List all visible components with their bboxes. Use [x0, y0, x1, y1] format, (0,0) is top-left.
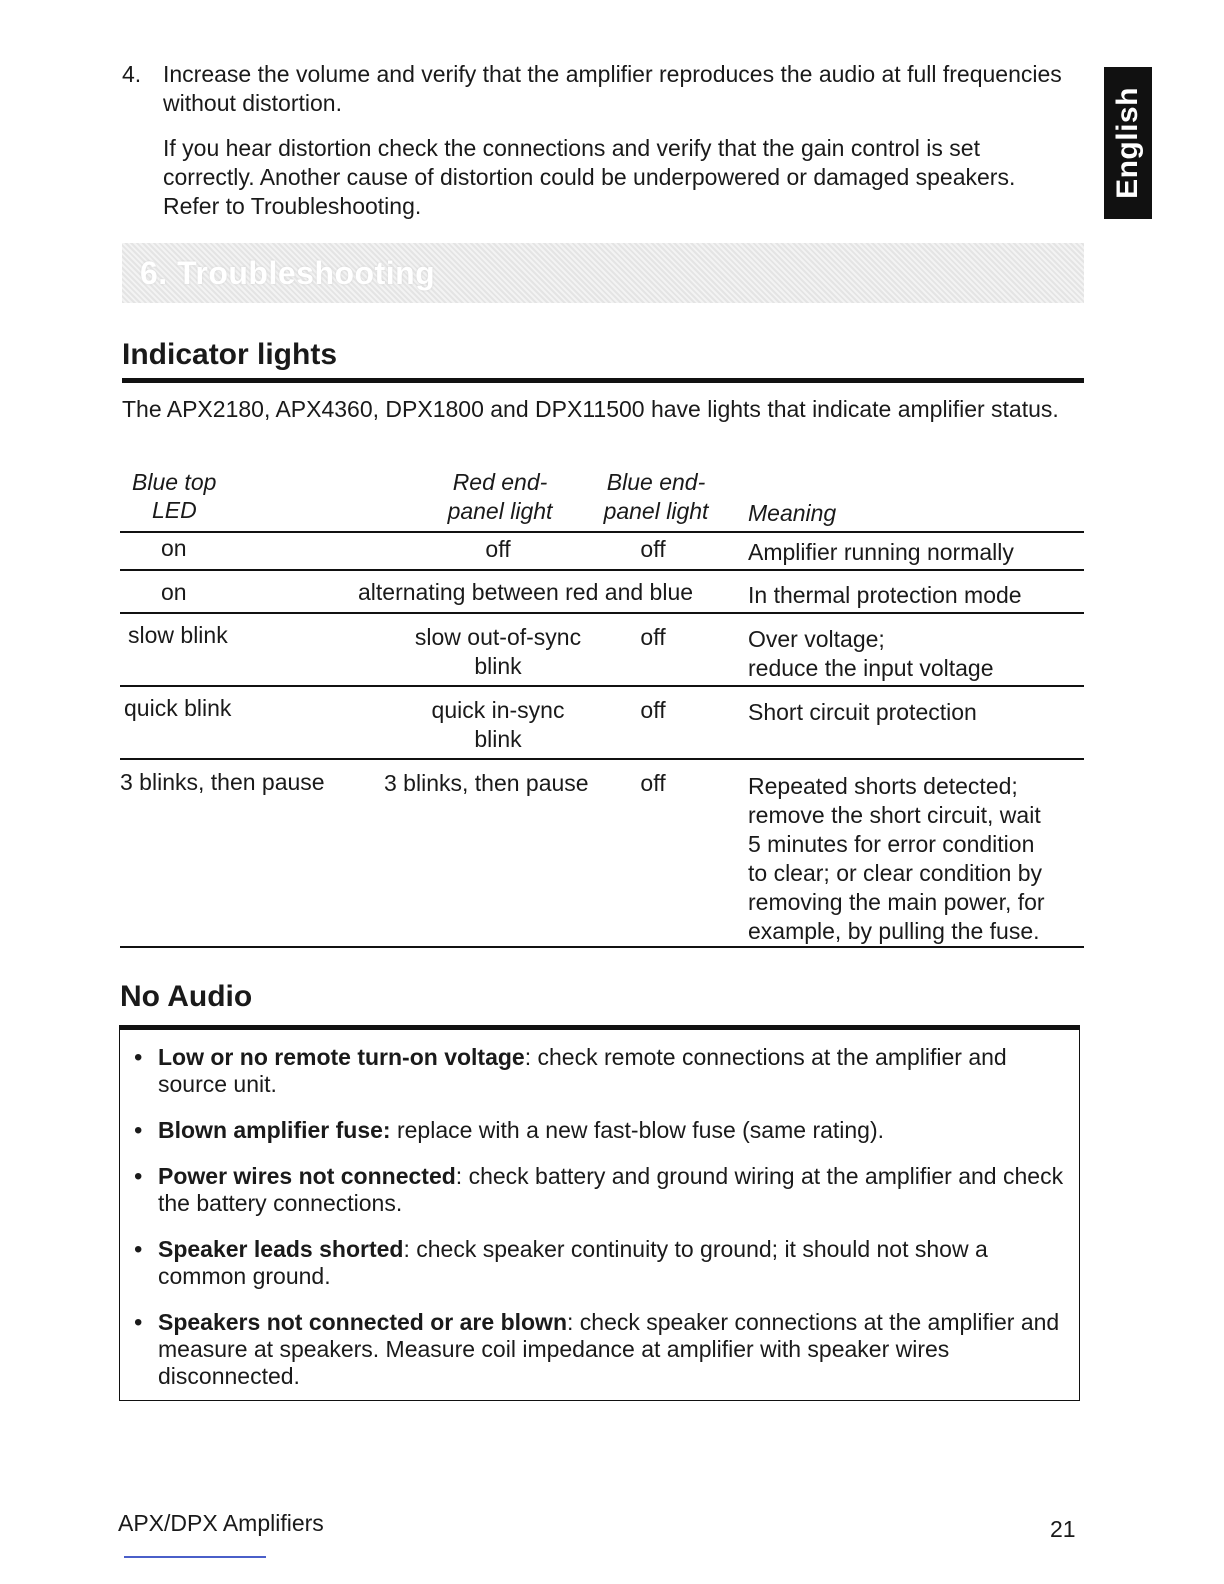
- row3-meaning-2: reduce the input voltage: [748, 655, 994, 681]
- row2-meaning: In thermal protection mode: [748, 582, 1022, 608]
- row5-meaning-2: remove the short circuit, wait: [748, 802, 1041, 828]
- list-item: [158, 1236, 1069, 1290]
- section-title: 6. Troubleshooting: [140, 255, 436, 291]
- table-rule: [120, 685, 1084, 687]
- row1-red-end: off: [485, 536, 511, 562]
- item-desc: : check speaker connections at the amplifier and measure at speakers. Measure coil impedance at amplifier with speaker wires disconnected.: [158, 1309, 1060, 1389]
- no-audio-list: [120, 1030, 1079, 1390]
- step-number: 4.: [122, 61, 142, 87]
- list-item: [158, 1309, 1069, 1390]
- row5-meaning-6: example, by pulling the fuse.: [748, 918, 1040, 944]
- list-item: [158, 1044, 1069, 1098]
- row5-meaning-5: removing the main power, for: [748, 889, 1045, 915]
- row4-red-end-1: quick in-sync: [431, 697, 565, 723]
- table-rule: [120, 569, 1084, 571]
- row5-blue-top: 3 blinks, then pause: [120, 769, 325, 795]
- row2-span: alternating between red and blue: [358, 579, 694, 605]
- row3-blue-end: off: [640, 624, 666, 650]
- table-rule: [120, 612, 1084, 614]
- no-audio-heading: No Audio: [120, 980, 253, 1013]
- table-rule: [120, 758, 1084, 760]
- item-term: Blown amplifier fuse:: [158, 1117, 391, 1143]
- row4-red-end-2: blink: [474, 726, 522, 752]
- indicator-lights-heading: Indicator lights: [122, 338, 338, 371]
- language-tab-label: English: [1111, 87, 1144, 199]
- row4-blue-top: quick blink: [124, 695, 232, 721]
- row5-blue-end: off: [640, 770, 666, 796]
- row1-blue-top: on: [161, 535, 187, 561]
- row3-red-end-1: slow out-of-sync: [414, 624, 582, 650]
- item-term: Power wires not connected: [158, 1163, 456, 1189]
- row5-red-end: 3 blinks, then pause: [384, 770, 589, 796]
- step-text: Increase the volume and verify that the amplifier reproduces the audio at full frequencies without distortion.: [163, 61, 1062, 116]
- row1-blue-end: off: [640, 536, 666, 562]
- item-desc: : check remote connections at the amplifier and source unit.: [158, 1044, 1007, 1097]
- row3-meaning-1: Over voltage;: [748, 626, 885, 652]
- list-item: [158, 1117, 1069, 1144]
- row5-meaning-3: 5 minutes for error condition: [748, 831, 1035, 857]
- row3-blue-top: slow blink: [128, 622, 228, 648]
- item-term: Speakers not connected or are blown: [158, 1309, 567, 1335]
- item-term: Speaker leads shorted: [158, 1236, 404, 1262]
- footer-rule: [124, 1556, 266, 1558]
- row4-blue-end: off: [640, 697, 666, 723]
- heading-rule: [122, 378, 1084, 383]
- header-meaning: Meaning: [748, 500, 837, 526]
- item-desc: : check battery and ground wiring at the amplifier and check the battery connections.: [158, 1163, 1064, 1216]
- row5-meaning-1: Repeated shorts detected;: [748, 773, 1018, 799]
- section-banner: [122, 243, 1084, 303]
- row1-meaning: Amplifier running normally: [748, 539, 1014, 565]
- language-tab: [1104, 67, 1152, 219]
- row4-meaning: Short circuit protection: [748, 699, 977, 725]
- step-note: If you hear distortion check the connections and verify that the gain control is set correctly. Another cause of distortion could be underpowered or damaged speakers. Refer to Troubleshooting.: [163, 135, 1016, 219]
- table-rule: [120, 531, 1084, 533]
- header-blue-top-1: Blue top: [132, 469, 217, 495]
- header-red-end-1: Red end-: [452, 469, 548, 495]
- list-item: [158, 1163, 1069, 1217]
- header-blue-end-1: Blue end-: [606, 469, 706, 495]
- footer-title: APX/DPX Amplifiers: [118, 1510, 324, 1536]
- table-rule: [120, 946, 1084, 948]
- header-blue-top-2: LED: [152, 497, 197, 523]
- row2-blue-top: on: [161, 579, 187, 605]
- indicator-intro: The APX2180, APX4360, DPX1800 and DPX11500 have lights that indicate amplifier status.: [122, 396, 1059, 422]
- no-audio-box: [119, 1025, 1080, 1401]
- item-desc: : check speaker continuity to ground; it should not show a common ground.: [158, 1236, 988, 1289]
- header-red-end-2: panel light: [447, 498, 553, 524]
- item-term: Low or no remote turn-on voltage: [158, 1044, 525, 1070]
- header-blue-end-2: panel light: [603, 498, 709, 524]
- row5-meaning-4: to clear; or clear condition by: [748, 860, 1043, 886]
- step-4: [122, 60, 1072, 221]
- row3-red-end-2: blink: [474, 653, 522, 679]
- item-desc: replace with a new fast-blow fuse (same rating).: [390, 1117, 885, 1143]
- page-number: 21: [1050, 1516, 1076, 1542]
